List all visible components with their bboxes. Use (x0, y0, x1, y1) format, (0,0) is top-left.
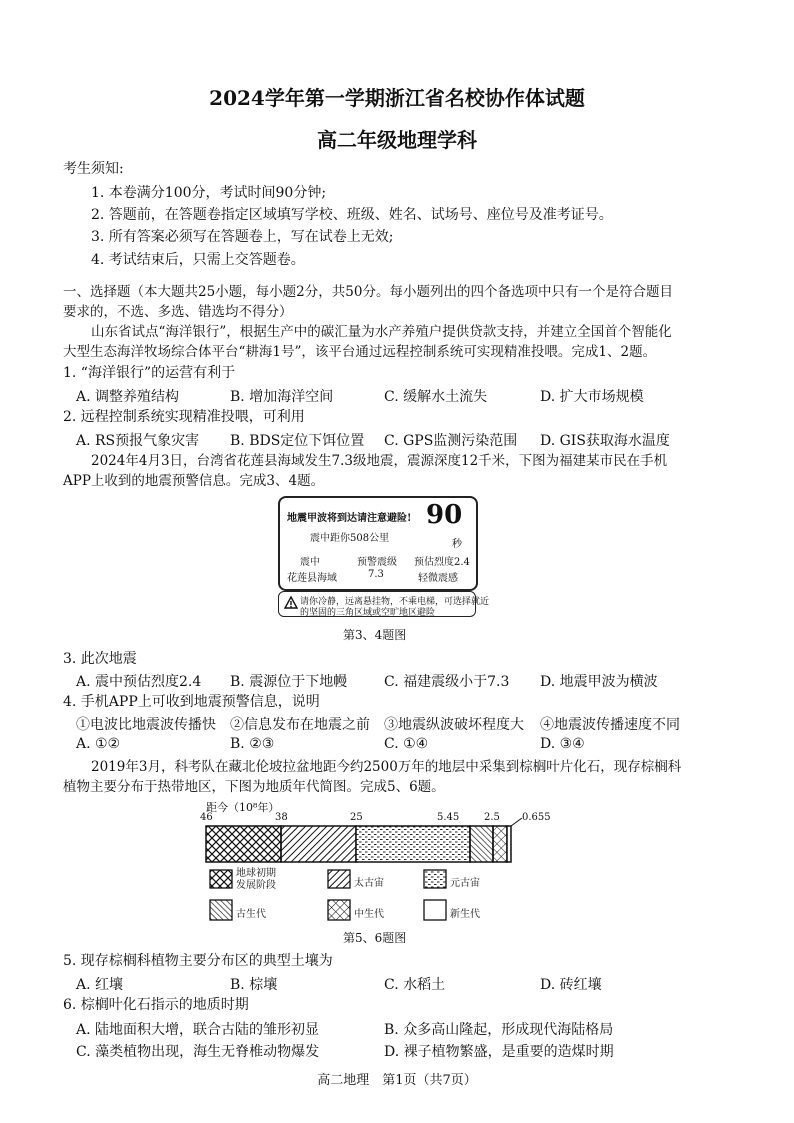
segment-paleozoic (470, 826, 493, 862)
legend-label-cenozoic: 新生代 (450, 909, 480, 920)
passage-text: 大型生态海洋牧场综合体平台“耕海1号”，该平台通过远程控制系统可实现精准投喂。完成1、2题。 (63, 344, 657, 360)
statement: ④地震波传播速度不同 (540, 717, 680, 733)
question-stem: 1. “海洋银行”的运营有利于 (63, 365, 236, 381)
passage-text: 植物主要分布于热带地区，下图为地质年代简图。完成5、6题。 (63, 779, 445, 795)
legend-swatch-paleozoic (210, 900, 232, 920)
notice-heading: 考生须知: (63, 161, 124, 177)
statement: ②信息发布在地震之前 (230, 717, 370, 733)
option-a: A. 调整养殖结构 (76, 389, 180, 405)
option-c: C. ①④ (384, 736, 429, 752)
legend-swatch-mesozoic (328, 900, 350, 920)
question-stem: 6. 棕榈叶化石指示的地质时期 (63, 997, 249, 1013)
option-c: C. 藻类植物出现，海生无脊椎动物爆发 (76, 1044, 320, 1060)
option-b: B. 震源位于下地幔 (230, 674, 348, 690)
timeline-tick: 38 (275, 812, 288, 823)
option-c: C. 缓解水土流失 (384, 389, 488, 405)
timeline-axis-label: 距今（10⁸年） (206, 801, 280, 814)
exam-title: 2024学年第一学期浙江省名校协作体试题 (209, 86, 585, 110)
figure-caption: 第3、4题图 (343, 628, 407, 642)
legend-swatch-proterozoic (424, 870, 446, 888)
alert-magnitude-label: 预警震级 (357, 557, 397, 568)
question-stem: 2. 远程控制系统实现精准投喂，可利用 (63, 409, 305, 425)
alert-countdown: 90 (426, 500, 463, 530)
option-a: A. RS预报气象灾害 (76, 433, 200, 449)
timeline-tick: 25 (350, 812, 363, 823)
option-c: C. 福建震级小于7.3 (384, 674, 510, 690)
legend-swatch-early-earth (210, 870, 232, 888)
notice-item: 2. 答题前，在答题卷指定区域填写学校、班级、姓名、试场号、座位号及准考证号。 (91, 207, 613, 223)
statement: ①电波比地震波传播快 (76, 717, 216, 733)
segment-archean (281, 826, 356, 862)
alert-tip-line: 的坚固的三角区域或空旷地区避险 (300, 608, 436, 618)
legend-label-archean: 太古宙 (354, 878, 384, 889)
timeline-tick: 46 (200, 812, 213, 823)
timeline-tick: 0.655 (522, 812, 551, 823)
segment-early-earth (206, 826, 281, 862)
timeline-tick: 2.5 (484, 812, 500, 823)
section-intro: 要求的，不选、多选、错选均不得分） (63, 304, 293, 320)
passage-text: APP上收到的地震预警信息。完成3、4题。 (63, 473, 325, 489)
question-stem: 5. 现存棕榈科植物主要分布区的典型土壤为 (63, 953, 333, 969)
statement: ③地震纵波破坏程度大 (384, 717, 524, 733)
alert-distance: 震中距你508公里 (310, 533, 390, 544)
legend-label-early-earth: 地球初期 发展阶段 (236, 868, 276, 891)
legend-swatch-cenozoic (424, 900, 446, 920)
segment-proterozoic (356, 826, 470, 862)
option-c: C. 水稻土 (384, 977, 446, 993)
question-stem: 4. 手机APP上可收到地震预警信息，说明 (63, 694, 320, 710)
option-d: D. 裸子植物繁盛，是重要的造煤时期 (384, 1044, 614, 1060)
option-d: D. GIS获取海水温度 (540, 433, 670, 449)
segment-mesozoic (493, 826, 507, 862)
passage-text: 2024年4月3日，台湾省花莲县海域发生7.3级地震，震源深度12千米，下图为福建某市民在手机 (91, 453, 668, 469)
notice-item: 4. 考试结束后，只需上交答题卷。 (91, 252, 305, 268)
option-b: B. BDS定位下饵位置 (230, 433, 365, 449)
option-d: D. 地震甲波为横波 (540, 674, 658, 690)
exam-subtitle: 高二年级地理学科 (317, 128, 477, 152)
alert-intensity-value: 轻微震感 (418, 573, 458, 584)
legend-swatch-archean (328, 870, 350, 888)
option-a: A. 红壤 (76, 977, 124, 993)
section-intro: 一、选择题（本大题共25小题，每小题2分，共50分。每小题列出的四个备选项中只有一个是符合题目 (63, 284, 673, 300)
alert-headline: 地震甲波将到达请注意避险! (287, 513, 412, 524)
notice-item: 1. 本卷满分100分，考试时间90分钟; (91, 185, 327, 201)
alert-tip-line: 请你冷静，远离悬挂物，不乘电梯，可选择就近 (300, 597, 490, 607)
option-b: B. 增加海洋空间 (230, 389, 334, 405)
segment-cenozoic (507, 826, 511, 862)
passage-text: 2019年3月，科考队在藏北伦坡拉盆地距今约2500万年的地层中采集到棕榈叶片化石，现存棕榈科 (91, 759, 682, 775)
figure-caption: 第5、6题图 (343, 931, 407, 945)
legend-label-paleozoic: 古生代 (236, 909, 266, 920)
warning-icon (284, 596, 298, 609)
legend-label-proterozoic: 元古宙 (450, 878, 480, 889)
option-a: A. 震中预估烈度2.4 (76, 674, 202, 690)
alert-epicenter-value: 花莲县海域 (287, 573, 337, 584)
option-d: D. 扩大市场规模 (540, 389, 644, 405)
passage-text: 山东省试点“海洋银行”，根据生产中的碳汇量为水产养殖户提供贷款支持，并建立全国首个智能化 (91, 324, 672, 340)
page-footer: 高二地理 第1页（共7页） (317, 1073, 477, 1088)
option-d: D. 砖红壤 (540, 977, 602, 993)
option-d: D. ③④ (540, 736, 585, 752)
timeline-tick: 5.45 (437, 812, 460, 823)
option-b: B. 棕壤 (230, 977, 278, 993)
alert-epicenter-label: 震中 (300, 557, 320, 568)
option-a: A. 陆地面积大增，联合古陆的雏形初显 (76, 1022, 320, 1038)
alert-magnitude-value: 7.3 (368, 569, 384, 580)
alert-intensity-label: 预估烈度2.4 (414, 557, 470, 568)
question-stem: 3. 此次地震 (63, 651, 137, 667)
option-a: A. ①② (76, 736, 121, 752)
option-b: B. ②③ (230, 736, 275, 752)
notice-item: 3. 所有答案必须写在答题卷上，写在试卷上无效; (91, 229, 394, 245)
option-c: C. GPS监测污染范围 (384, 433, 518, 449)
legend-label-mesozoic: 中生代 (354, 909, 384, 920)
alert-countdown-unit: 秒 (452, 539, 462, 550)
option-b: B. 众多高山隆起，形成现代海陆格局 (384, 1022, 614, 1038)
